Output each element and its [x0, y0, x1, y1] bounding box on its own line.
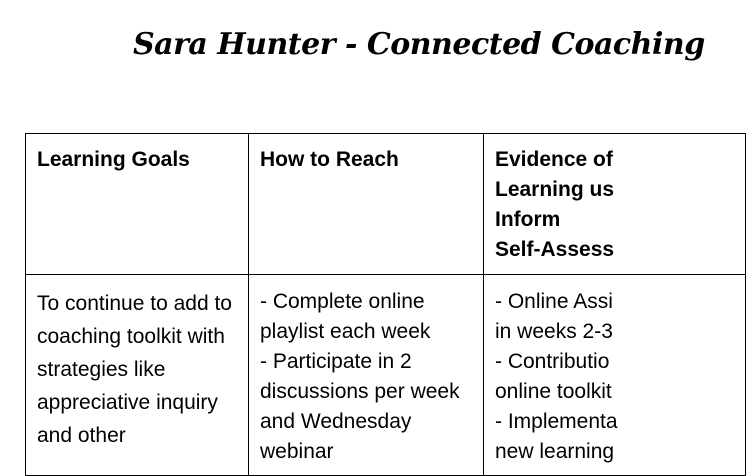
table-row	[26, 275, 746, 476]
evidence-line: new learning	[495, 440, 615, 463]
cell-evidence	[484, 275, 746, 476]
evidence-line: in weeks 2-3	[495, 320, 613, 343]
header-line: Learning Goals	[37, 148, 190, 171]
header-evidence	[484, 134, 746, 275]
header-line: Self-Assess	[495, 238, 615, 261]
evidence-line: - Online Assi	[495, 290, 613, 313]
header-line: Inform	[495, 208, 561, 231]
evidence-line: online toolkit	[495, 380, 612, 403]
document-title: Sara Hunter - Connected Coaching	[133, 27, 705, 62]
header-how-to-reach	[249, 134, 484, 275]
how-to-reach-item: - Complete online playlist each week	[260, 290, 431, 343]
evidence-line: - Implementa	[495, 410, 618, 433]
cell-how-to-reach	[249, 275, 484, 476]
goal-text: To continue to add to coaching toolkit with strategies like appreciative inquiry and other	[37, 292, 232, 447]
cell-learning-goal	[26, 275, 249, 476]
header-learning-goals	[26, 134, 249, 275]
how-to-reach-item: - Participate in 2 discussions per week and Wednesday webinar	[260, 350, 460, 463]
header-line: How to Reach	[260, 148, 399, 171]
header-line: Evidence of	[495, 148, 613, 171]
header-line: Learning us	[495, 178, 615, 201]
learning-goals-table	[25, 133, 746, 476]
evidence-line: - Contributio	[495, 350, 610, 373]
table-header-row	[26, 134, 746, 275]
